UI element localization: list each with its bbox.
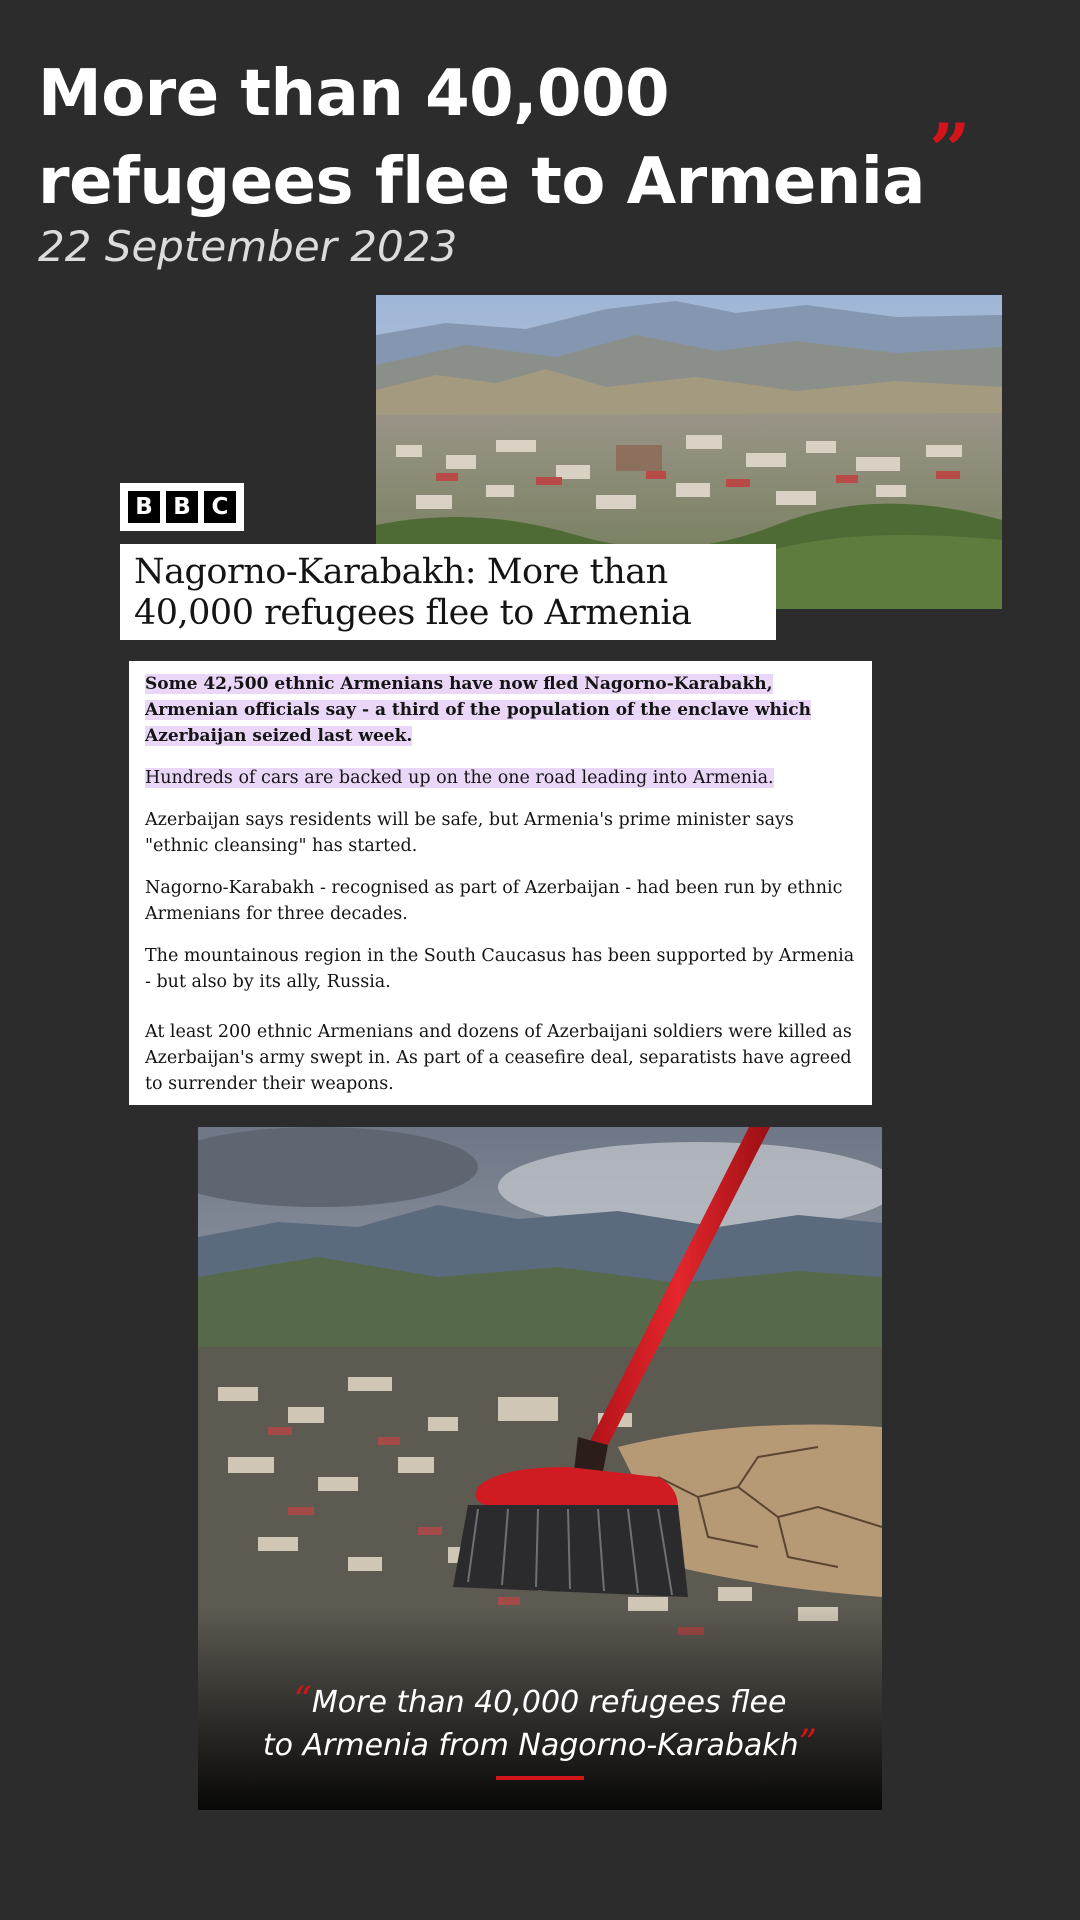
open-quote-icon: “ — [293, 1680, 312, 1721]
bbc-logo-letter-b1: B — [128, 491, 160, 523]
headline-line-2 — [38, 107, 970, 224]
photo-caption — [198, 1680, 882, 1766]
article-title: Nagorno-Karabakh: More than 40,000 refugees flee to Armenia — [134, 552, 692, 633]
highlighted-text: Some 42,500 ethnic Armenians have now fled Nagorno-Karabakh, Armenian officials say - a third of the population of the enclave which Azerbaijan seized last week. — [145, 674, 811, 746]
headline-line-2-text: refugees flee to Armenia — [38, 145, 925, 219]
article-paragraph-1 — [145, 671, 856, 749]
article-body — [129, 661, 872, 1105]
article-paragraph-5: The mountainous region in the South Caucasus has been supported by Armenia - but also by its ally, Russia. — [145, 946, 855, 992]
article-paragraph-2 — [145, 765, 856, 791]
bbc-logo-letter-c: C — [204, 491, 236, 523]
broom-collage-photo — [198, 1127, 882, 1810]
article-paragraph-3: Azerbaijan says residents will be safe, but Armenia's prime minister says "ethnic cleansing" has started. — [145, 810, 794, 856]
highlighted-text: Hundreds of cars are backed up on the one road leading into Armenia. — [145, 768, 774, 788]
close-quote-icon: ” — [928, 107, 970, 192]
article-paragraph-4: Nagorno-Karabakh - recognised as part of Azerbaijan - had been run by ethnic Armenians for three decades. — [145, 878, 843, 924]
headline-line-1: More than 40,000 — [38, 57, 670, 131]
close-quote-icon: ” — [798, 1723, 818, 1764]
caption-underline — [496, 1776, 584, 1780]
date: 22 September 2023 — [38, 222, 458, 271]
article-paragraph-6: At least 200 ethnic Armenians and dozens of Azerbaijani soldiers were killed as Azerbaijan's army swept in. As part of a ceasefire deal, separatists have agreed to surrender their weapons. — [145, 1022, 852, 1094]
article-title-box — [120, 544, 776, 640]
headline — [38, 52, 970, 224]
bbc-logo-letter-b2: B — [166, 491, 198, 523]
caption-line-2: to Armenia from Nagorno-Karabakh — [262, 1728, 799, 1763]
caption-line-1: More than 40,000 refugees flee — [311, 1685, 787, 1720]
bbc-logo — [120, 483, 244, 531]
